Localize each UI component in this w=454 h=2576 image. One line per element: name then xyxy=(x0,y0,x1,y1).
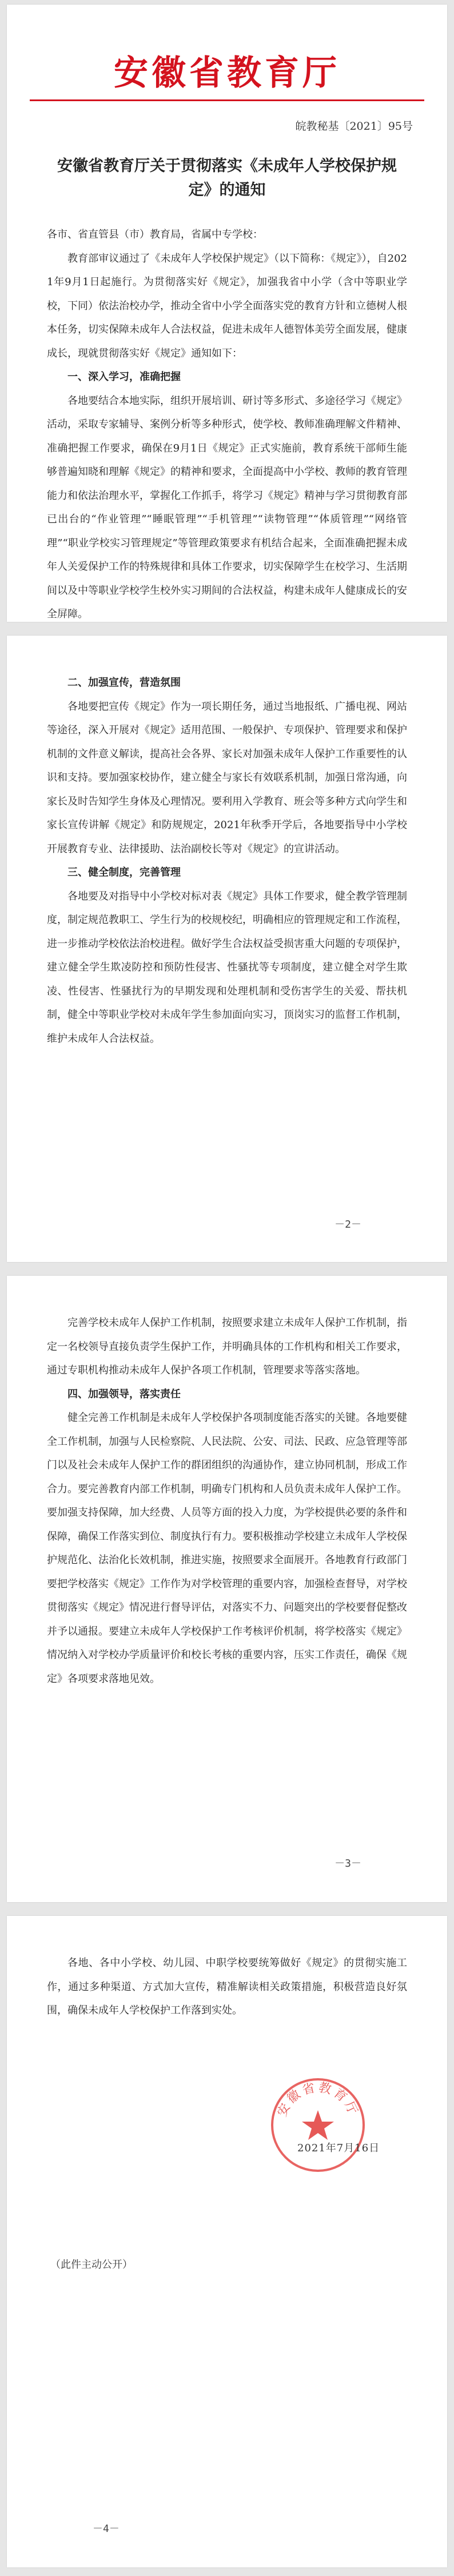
section-1-heading: 一、深入学习，准确把握 xyxy=(67,371,181,383)
page-1-body xyxy=(47,223,407,622)
closing-paragraph: 各地、各中小学校、幼儿园、中职学校要统筹做好《规定》的贯彻实施工作，通过多种渠道、方式加大宣传，精准解读相关政策措施，积极营造良好氛围，确保未成年人学校保护工作落到实处。 xyxy=(47,1957,407,2016)
signature-date: 2021年7月16日 xyxy=(297,2142,380,2154)
page-3 xyxy=(7,1276,447,1902)
official-seal xyxy=(268,2075,368,2175)
page-1 xyxy=(7,5,447,622)
page-2 xyxy=(7,636,447,1262)
page-2-body xyxy=(47,671,407,1051)
seal-star-icon xyxy=(302,2110,334,2140)
red-header-rule xyxy=(30,99,424,101)
page-4 xyxy=(7,1916,447,2567)
page-4-body xyxy=(47,1951,407,2023)
page-number: －3－ xyxy=(334,1858,361,1870)
section-4-paragraph: 健全完善工作机制是未成年人学校保护各项制度能否落实的关键。各地要健全工作机制，加强与人民检察院、人民法院、公安、司法、民政、应急管理等部门以及社会未成年人保护工作的群团组织的沟通协作，建立协同机制，形成工作合力。要完善教育内部工作机制，明确专门机构和人员负责未成年人保护工作。要加强支持保障，加大经费、人员等方面的投入力度，为学校提供必要的条件和保障，确保工作落实到位、制度执行有力。要积极推动学校建立未成年人学校保护规范化、法治化长效机制，推进实施，按照要求全面展开。各地教育行政部门要把学校落实《规定》工作作为对学校管理的重要内容，加强检查督导，对学校贯彻落实《规定》情况进行督导评估，对落实不力、问题突出的学校要督促整改并予以通报。要建立未成年人学校保护工作考核评价机制，将学校落实《规定》情况纳入对学校办学质量评价和校长考核的重要内容，压实工作责任，确保《规定》各项要求落地见效。 xyxy=(47,1412,407,1685)
section-2-paragraph: 各地要把宣传《规定》作为一项长期任务，通过当地报纸、广播电视、网站等途径，深入开展对《规定》适用范围、一般保护、专项保护、管理要求和保护机制的文件意义解读，提高社会各界、家长对加强未成年人保护工作重要性的认识和支持。要加强家校协作，建立健全与家长有效联系机制，加强日常沟通，向家长及时告知学生身体及心理情况。要利用入学教育、班会等多种方式向学生和家长宣传讲解《规定》和防规规定，2021年秋季开学后，各地要指导中小学校开展教育专业、法律援助、法治副校长等对《规定》的宣讲活动。 xyxy=(47,700,407,855)
document-number: 皖教秘基〔2021〕95号 xyxy=(295,120,413,133)
section-3-paragraph-2: 完善学校未成年人保护工作机制，按照要求建立未成年人保护工作机制，指定一名校领导直接负责学生保护工作，并明确具体的工作机构和相关工作要求，通过专职机构推动未成年人保护各项工作机制，管理要求等落实落地。 xyxy=(47,1317,407,1376)
section-3-paragraph: 各地要及对指导中小学校对标对表《规定》具体工作要求，健全教学管理制度，制定规范教职工、学生行为的校规校纪，明确相应的管理规定和工作流程，进一步推动学校依法治校进程。做好学生合法权益受损害重大问题的专项保护，建立健全学生欺凌防控和预防性侵害、性骚扰等专项制度，建立健全对学生欺凌、性侵害、性骚扰行为的早期发现和处理机制和受伤害学生的关爱、帮扶机制，健全中等职业学校对未成年学生参加面向实习，顶岗实习的监督工作机制，维护未成年人合法权益。 xyxy=(47,890,407,1045)
section-1-paragraph: 各地要结合本地实际，组织开展培训、研讨等多形式、多途径学习《规定》活动，采取专家辅导、案例分析等多种形式，使学校、教师准确理解文件精神、准确把握工作要求，确保在9月1日《规定》正式实施前，教育系统干部师生能够普遍知晓和理解《规定》的精神和要求，全面提高中小学校、教师的教育管理能力和依法治理水平，掌握化工作抓手，将学习《规定》精神与学习贯彻教育部已出台的“作业管理”“睡眠管理”“手机管理”“读物管理”“体质管理”“网络管理”“职业学校实习管理规定”等管理政策要求有机结合起来，全面准确把握未成年人关爱保护工作的特殊规律和具体工作要求，切实保障学生在校学习、生活期间以及中等职业学校学生校外实习期间的合法权益，构建未成年人健康成长的安全屏障。 xyxy=(47,394,407,620)
salutation: 各市、省直管县（市）教育局，省属中专学校： xyxy=(47,229,263,241)
svg-text:安徽省教育厅: 安徽省教育厅 xyxy=(274,2080,361,2119)
agency-header: 安徽省教育厅 xyxy=(114,53,340,93)
section-2-heading: 二、加强宣传，营造氛围 xyxy=(67,677,181,689)
page-number: －2－ xyxy=(334,1219,361,1231)
notice-title: 安徽省教育厅关于贯彻落实《未成年人学校保护规定》的通知 xyxy=(57,157,397,199)
section-3-heading: 三、健全制度，完善管理 xyxy=(67,866,181,878)
page-number: －4－ xyxy=(93,2523,120,2535)
page-3-body xyxy=(47,1311,407,1691)
section-4-heading: 四、加强领导，落实责任 xyxy=(67,1388,181,1400)
intro-paragraph: 教育部审议通过了《未成年人学校保护规定》（以下简称：《规定》），自2021年9月1日起施行。为贯彻落实好《规定》，加强我省中小学（含中等职业学校，下同）依法治校办学，推动全省中小学全面落实党的教育方针和立德树人根本任务，切实保障未成年人合法权益，促进未成年人德智体美劳全面发展，健康成长，现就贯彻落实好《规定》通知如下： xyxy=(47,252,407,360)
release-note: （此件主动公开） xyxy=(50,2259,133,2271)
